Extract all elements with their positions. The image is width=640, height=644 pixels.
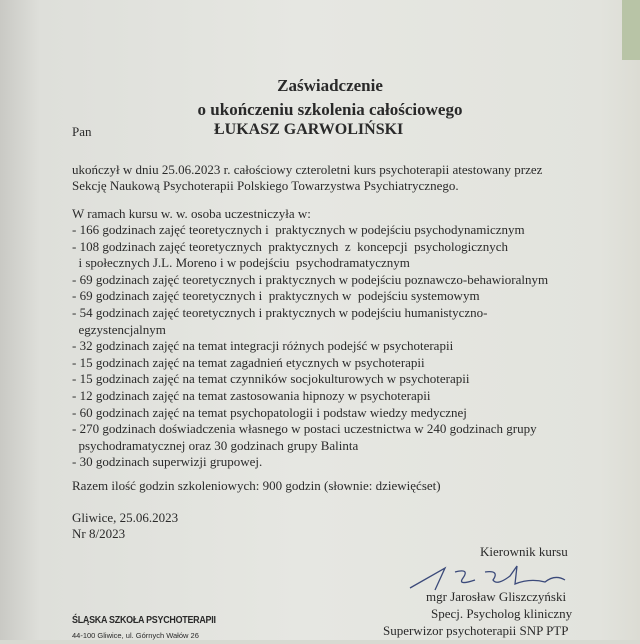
course-item-line: i społecznych J.L. Moreno i w podejściu psychodramatycznym [72,255,410,271]
course-item-line: - 15 godzinach zajęć na temat czynników socjokulturowych w psychoterapii [72,371,470,387]
title-line-2: o ukończeniu szkolenia całościowego [197,100,463,119]
signatory-role: Kierownik kursu [480,544,568,559]
course-item-line: - 54 godzinach zajęć teoretycznych i praktycznych w podejściu humanistyczno- [72,305,488,320]
course-item-line: - 166 godzinach zajęć teoretycznych i praktycznych w podejściu psychodynamicznym [72,222,525,237]
title-line-1: Zaświadczenie [277,76,383,95]
course-item-line: - 60 godzinach zajęć na temat psychopatologii i podstaw wiedzy medycznej [72,404,467,420]
signatory-name: mgr Jarosław Gliszczyński [426,589,567,604]
salutation: Pan [72,124,92,139]
intro-line: ukończył w dniu 25.06.2023 r. całościowy czteroletni kurs psychoterapii atestowany przez [72,162,543,177]
signatory-title: Superwizor psychoterapii SNP PTP [383,623,569,638]
document-number: Nr 8/2023 [72,526,126,541]
course-item-line: - 12 godzinach zajęć na temat zastosowania hipnozy w psychoterapii [72,388,431,403]
list-header: W ramach kursu w. w. osoba uczestniczyła w: [72,206,311,221]
course-item-line: - 69 godzinach zajęć teoretycznych i praktycznych w podejściu poznawczo-behawioralnym [72,271,549,287]
signatory-title: Specj. Psycholog kliniczny [431,606,573,621]
background-edge [622,0,640,60]
course-item-line: - 69 godzinach zajęć teoretycznych i praktycznych w podejściu systemowym [72,288,480,304]
intro-line: Sekcję Naukową Psychoterapii Polskiego Towarzystwa Psychiatrycznego. [72,178,459,193]
course-item-line: - 270 godzinach doświadczenia własnego w postaci uczestnictwa w 240 godzinach grupy [72,421,537,437]
course-item-line: - 108 godzinach zajęć teoretycznych praktycznych z koncepcji psychologicznych [72,238,509,254]
course-item-line: psychodramatycznej oraz 30 godzinach grupy Balinta [72,437,359,453]
course-item-line: egzystencjalnym [72,321,166,337]
total-hours: Razem ilość godzin szkoleniowych: 900 godzin (słownie: dziewięćset) [72,478,441,493]
school-address: 44-100 Gliwice, ul. Górnych Wałów 26 [72,631,199,640]
course-item-line: - 30 godzinach superwizji grupowej. [72,454,263,470]
course-item-line: - 32 godzinach zajęć na temat integracji różnych podejść w psychoterapii [72,338,454,354]
place-date: Gliwice, 25.06.2023 [72,510,179,525]
school-name: ŚLĄSKA SZKOŁA PSYCHOTERAPII [72,614,216,626]
course-item-line: - 15 godzinach zajęć na temat zagadnień etycznych w psychoterapii [72,354,425,370]
recipient-name: ŁUKASZ GARWOLIŃSKI [214,121,404,138]
